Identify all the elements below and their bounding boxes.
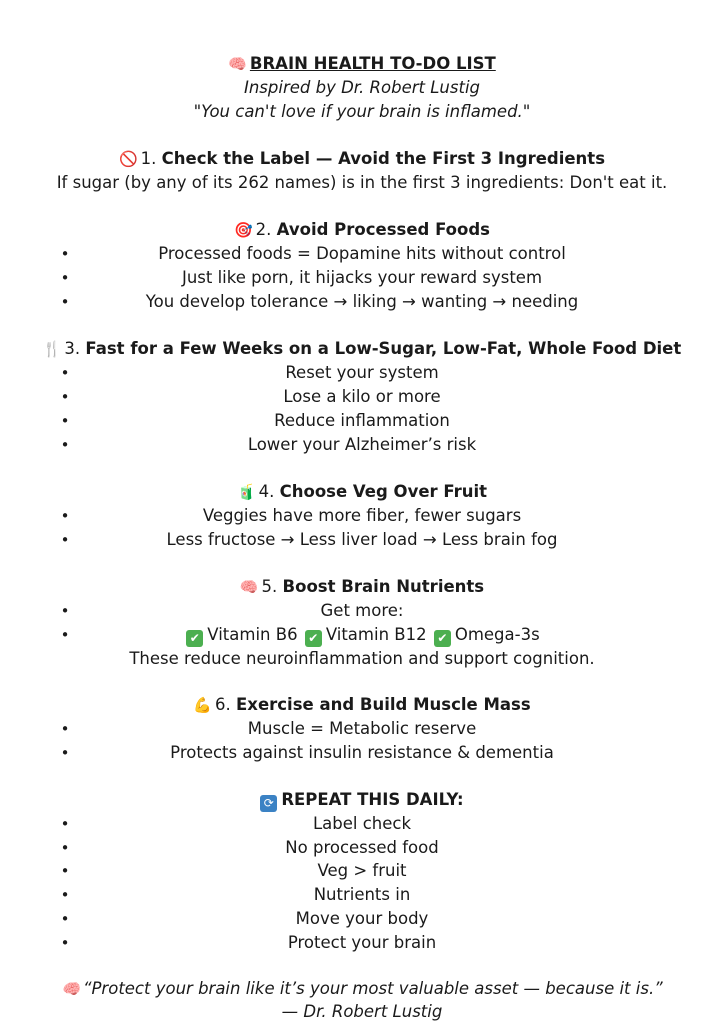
- brain-icon: 🧠: [239, 578, 259, 596]
- section-4-heading: 🧃 4. Choose Veg Over Fruit: [0, 480, 724, 504]
- check-mark-icon: ✔: [305, 630, 322, 647]
- bullet-dot: •: [60, 269, 70, 287]
- section-5-note: These reduce neuroinflammation and support cognition.: [129, 649, 595, 668]
- list-item: Less fructose → Less liver load → Less brain fog: [166, 530, 558, 549]
- brain-icon: 🧠: [228, 55, 247, 73]
- bullet-dot: •: [60, 815, 70, 833]
- section-6-heading: 💪 6. Exercise and Build Muscle Mass: [0, 693, 724, 717]
- list-item: No processed food: [285, 838, 439, 857]
- list-item: Processed foods = Dopamine hits without control: [158, 244, 566, 263]
- bullet-dot: •: [60, 412, 70, 430]
- bullet-dot: •: [60, 436, 70, 454]
- bullet-dot: •: [60, 720, 70, 738]
- bullet-dot: •: [60, 507, 70, 525]
- list-item: Reduce inflammation: [274, 411, 450, 430]
- footer-attribution: — Dr. Robert Lustig: [281, 1002, 443, 1021]
- bullet-dot: •: [60, 245, 70, 263]
- nutrients-list: ✔ Vitamin B6 ✔ Vitamin B12 ✔ Omega-3s: [0, 623, 724, 647]
- inspired-by: Inspired by Dr. Robert Lustig: [243, 78, 481, 97]
- bullet-dot: •: [60, 602, 70, 620]
- list-item: Just like porn, it hijacks your reward system: [181, 268, 543, 287]
- prohibited-icon: 🚫: [118, 150, 138, 168]
- check-mark-icon: ✔: [186, 630, 203, 647]
- list-item: Muscle = Metabolic reserve: [247, 719, 477, 738]
- brain-icon: 🧠: [61, 980, 80, 998]
- bullet-dot: •: [60, 626, 70, 644]
- fork-knife-icon: 🍴: [42, 340, 62, 358]
- repeat-icon: ⟳: [260, 795, 277, 812]
- bullet-dot: •: [60, 910, 70, 928]
- list-item: Protects against insulin resistance & dementia: [170, 743, 554, 762]
- section-1-note: If sugar (by any of its 262 names) is in the first 3 ingredients: Don't eat it.: [56, 173, 668, 192]
- list-item: Veg > fruit: [317, 861, 407, 880]
- list-item: Move your body: [295, 909, 429, 928]
- list-item: Get more:: [320, 601, 404, 620]
- document-title: 🧠 BRAIN HEALTH TO-DO LIST: [0, 52, 724, 76]
- repeat-heading: ⟳ REPEAT THIS DAILY:: [0, 788, 724, 812]
- bullet-dot: •: [60, 862, 70, 880]
- list-item: Label check: [312, 814, 412, 833]
- bullet-dot: •: [60, 531, 70, 549]
- section-2-heading: 🎯 2. Avoid Processed Foods: [0, 218, 724, 242]
- list-item: Lose a kilo or more: [283, 387, 441, 406]
- check-mark-icon: ✔: [434, 630, 451, 647]
- list-item: Reset your system: [285, 363, 439, 382]
- target-icon: 🎯: [233, 221, 253, 239]
- list-item: Nutrients in: [313, 885, 411, 904]
- list-item: You develop tolerance → liking → wanting → needing: [145, 292, 579, 311]
- section-3-heading: 🍴 3. Fast for a Few Weeks on a Low-Sugar, Low-Fat, Whole Food Diet: [0, 337, 724, 361]
- bullet-dot: •: [60, 293, 70, 311]
- footer-quote: 🧠 “Protect your brain like it’s your most valuable asset — because it is.”: [0, 977, 724, 1001]
- list-item: Protect your brain: [287, 933, 437, 952]
- bullet-dot: •: [60, 744, 70, 762]
- bullet-dot: •: [60, 839, 70, 857]
- bullet-dot: •: [60, 886, 70, 904]
- header-quote: "You can't love if your brain is inflamed.": [193, 102, 531, 121]
- bullet-dot: •: [60, 934, 70, 952]
- bullet-dot: •: [60, 388, 70, 406]
- list-item: Lower your Alzheimer’s risk: [247, 435, 477, 454]
- flexed-biceps-icon: 💪: [193, 696, 213, 714]
- list-item: Veggies have more fiber, fewer sugars: [202, 506, 522, 525]
- bullet-dot: •: [60, 364, 70, 382]
- juice-icon: 🧃: [236, 483, 256, 501]
- section-1-heading: 🚫 1. Check the Label — Avoid the First 3 Ingredients: [0, 147, 724, 171]
- section-5-heading: 🧠 5. Boost Brain Nutrients: [0, 575, 724, 599]
